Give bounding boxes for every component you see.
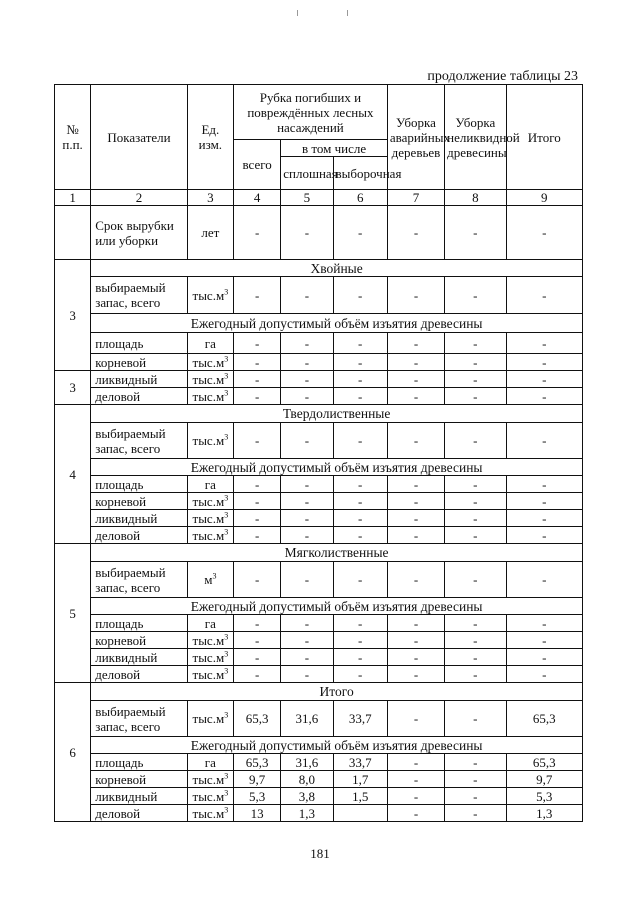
table-cell: 3,8: [281, 788, 333, 805]
table-cell: 1,7: [333, 771, 387, 788]
table-cell: -: [387, 632, 444, 649]
table-cell: -: [281, 527, 333, 544]
table-cell: -: [506, 562, 583, 598]
table-cell: 31,6: [281, 754, 333, 771]
table-cell: -: [281, 371, 333, 388]
table-cell: -: [281, 354, 333, 371]
header-including: в том числе: [281, 140, 388, 157]
table-cell: 31,6: [281, 701, 333, 737]
unit-cell: га: [187, 333, 233, 354]
table-cell: -: [387, 423, 444, 459]
table-cell: -: [445, 354, 506, 371]
table-row: [55, 771, 583, 788]
table-cell: -: [233, 206, 280, 260]
table-cell: -: [281, 615, 333, 632]
table-cell: 13: [233, 805, 280, 822]
table-cell: -: [445, 666, 506, 683]
table-cell: 65,3: [233, 701, 280, 737]
row-label: корневой: [91, 354, 188, 371]
table-row: [55, 423, 583, 459]
table-cell: -: [333, 423, 387, 459]
table-row: [55, 314, 583, 333]
col-number: 1: [55, 190, 91, 206]
section-subtitle: Ежегодный допустимый объём изъятия древесины: [91, 459, 583, 476]
header-total: всего: [233, 140, 280, 190]
section-subtitle: Ежегодный допустимый объём изъятия древесины: [91, 737, 583, 754]
table-cell: -: [445, 476, 506, 493]
unit-cell: $тыс.м^3$: [187, 527, 233, 544]
table-cell: -: [445, 206, 506, 260]
table-cell: 9,7: [506, 771, 583, 788]
table-row: [55, 405, 583, 423]
table-row: [55, 527, 583, 544]
section-number: 6: [55, 683, 91, 822]
table-cell: -: [333, 333, 387, 354]
table-cell: -: [233, 527, 280, 544]
table-cell: -: [233, 277, 280, 314]
table-row: [55, 459, 583, 476]
table-cell: -: [445, 493, 506, 510]
table-cell: -: [387, 649, 444, 666]
table-cell: -: [387, 388, 444, 405]
section-title: Итого: [91, 683, 583, 701]
table-row: [55, 493, 583, 510]
table-row: [55, 598, 583, 615]
row-label: ликвидный: [91, 371, 188, 388]
table-row: [55, 85, 583, 140]
unit-cell: $тыс.м^3$: [187, 701, 233, 737]
table-cell: -: [233, 615, 280, 632]
table-cell: -: [333, 371, 387, 388]
table-cell: -: [281, 476, 333, 493]
table-cell: -: [506, 206, 583, 260]
table-cell: -: [281, 206, 333, 260]
table-cell: -: [233, 388, 280, 405]
table-cell: -: [387, 754, 444, 771]
table-cell: -: [233, 371, 280, 388]
section-subtitle: Ежегодный допустимый объём изъятия древесины: [91, 598, 583, 615]
table-row: [55, 737, 583, 754]
row-label: корневой: [91, 493, 188, 510]
table-cell: -: [281, 649, 333, 666]
table-cell: 1,3: [506, 805, 583, 822]
unit-cell: $тыс.м^3$: [187, 788, 233, 805]
unit-cell: $тыс.м^3$: [187, 354, 233, 371]
table-cell: -: [333, 562, 387, 598]
table-cell: -: [387, 333, 444, 354]
table-cell: 65,3: [506, 754, 583, 771]
header-itogo: Итого: [506, 85, 583, 190]
header-num: № п.п.: [55, 85, 91, 190]
table-cell: -: [281, 562, 333, 598]
table-cell: -: [506, 527, 583, 544]
table-row: [55, 805, 583, 822]
table-row: [55, 754, 583, 771]
table-cell: -: [233, 333, 280, 354]
row-label: ликвидный: [91, 649, 188, 666]
table-cell: -: [506, 476, 583, 493]
table-cell: -: [506, 333, 583, 354]
table-row: [55, 260, 583, 277]
scan-mark: [297, 10, 298, 16]
unit-cell: $тыс.м^3$: [187, 805, 233, 822]
table-cell: -: [445, 510, 506, 527]
table-cell: -: [333, 354, 387, 371]
table-cell: -: [387, 510, 444, 527]
table-cell: -: [233, 476, 280, 493]
table-row: [55, 544, 583, 562]
table-row: [55, 683, 583, 701]
table-cell: -: [233, 666, 280, 683]
table-cell: -: [445, 615, 506, 632]
unit-cell: га: [187, 754, 233, 771]
header-indicators: Показатели: [91, 85, 188, 190]
row-label: площадь: [91, 615, 188, 632]
section-number: 3: [55, 371, 91, 405]
scan-mark: [347, 10, 348, 16]
table-cell: -: [506, 649, 583, 666]
table-cell: 1,5: [333, 788, 387, 805]
row-label: корневой: [91, 771, 188, 788]
table-cell: -: [333, 277, 387, 314]
harvest-table: [54, 84, 583, 822]
table-cell: -: [333, 615, 387, 632]
table-row: [55, 354, 583, 371]
table-cell: -: [333, 649, 387, 666]
table-cell: -: [445, 277, 506, 314]
table-cell: -: [445, 805, 506, 822]
table-cell: 8,0: [281, 771, 333, 788]
row-label: выбираемый запас, всего: [91, 701, 188, 737]
table-cell: -: [387, 277, 444, 314]
unit-cell: $тыс.м^3$: [187, 666, 233, 683]
table-cell: -: [281, 510, 333, 527]
table-cell: -: [506, 666, 583, 683]
col-number: 4: [233, 190, 280, 206]
section-subtitle: Ежегодный допустимый объём изъятия древесины: [91, 314, 583, 333]
table-row: [55, 206, 583, 260]
table-cell: -: [387, 476, 444, 493]
table-cell: -: [281, 632, 333, 649]
table-row: [55, 190, 583, 206]
table-cell: -: [445, 562, 506, 598]
table-cell: -: [387, 788, 444, 805]
table-row: [55, 649, 583, 666]
table-cell: -: [506, 354, 583, 371]
header-clear-cut: сплошная: [281, 157, 333, 190]
unit-cell: $тыс.м^3$: [187, 493, 233, 510]
table-cell: -: [333, 476, 387, 493]
unit-cell: $тыс.м^3$: [187, 632, 233, 649]
table-row: [55, 666, 583, 683]
table-cell: [55, 206, 91, 260]
table-row: [55, 371, 583, 388]
table-row: [55, 632, 583, 649]
table-cell: 5,3: [506, 788, 583, 805]
header-dead-harvest: Рубка погибших и повреждённых лесных насаждений: [233, 85, 387, 140]
table-cell: [333, 805, 387, 822]
section-title: Хвойные: [91, 260, 583, 277]
row-label: деловой: [91, 666, 188, 683]
table-cell: -: [445, 771, 506, 788]
table-cell: -: [233, 562, 280, 598]
table-cell: -: [333, 510, 387, 527]
col-number: 2: [91, 190, 188, 206]
table-cell: -: [387, 666, 444, 683]
table-row: [55, 333, 583, 354]
col-number: 9: [506, 190, 583, 206]
table-cell: -: [506, 510, 583, 527]
table-cell: -: [445, 649, 506, 666]
col-number: 6: [333, 190, 387, 206]
table-continuation-label: продолжение таблицы 23: [427, 69, 578, 84]
table-cell: 65,3: [506, 701, 583, 737]
row-label: деловой: [91, 527, 188, 544]
unit-cell: $тыс.м^3$: [187, 649, 233, 666]
section-title: Твердолиственные: [91, 405, 583, 423]
table-cell: -: [333, 666, 387, 683]
table-cell: -: [281, 333, 333, 354]
table-cell: 5,3: [233, 788, 280, 805]
unit-cell: лет: [187, 206, 233, 260]
table-cell: -: [387, 701, 444, 737]
unit-cell: $тыс.м^3$: [187, 771, 233, 788]
table-cell: -: [506, 388, 583, 405]
row-label: выбираемый запас, всего: [91, 562, 188, 598]
table-cell: -: [333, 206, 387, 260]
table-row: [55, 510, 583, 527]
table-cell: -: [333, 527, 387, 544]
row-label: площадь: [91, 333, 188, 354]
table-cell: -: [387, 562, 444, 598]
row-label: площадь: [91, 476, 188, 493]
table-row: [55, 476, 583, 493]
section-number: 3: [55, 260, 91, 371]
table-cell: -: [506, 277, 583, 314]
table-cell: -: [233, 510, 280, 527]
table-cell: -: [445, 371, 506, 388]
row-label: выбираемый запас, всего: [91, 423, 188, 459]
table-cell: -: [233, 632, 280, 649]
table-cell: -: [333, 388, 387, 405]
table-cell: 33,7: [333, 754, 387, 771]
table-cell: -: [445, 423, 506, 459]
row-label: ликвидный: [91, 788, 188, 805]
row-label: Срок вырубки или уборки: [91, 206, 188, 260]
unit-cell: $м^3$: [187, 562, 233, 598]
table-row: [55, 788, 583, 805]
table-cell: -: [281, 423, 333, 459]
col-number: 3: [187, 190, 233, 206]
table-cell: -: [281, 388, 333, 405]
page-number: 181: [310, 846, 330, 861]
table-cell: -: [281, 666, 333, 683]
table-cell: -: [387, 771, 444, 788]
table-cell: -: [387, 615, 444, 632]
table-row: [55, 277, 583, 314]
table-cell: -: [445, 754, 506, 771]
table-cell: -: [233, 423, 280, 459]
unit-cell: га: [187, 615, 233, 632]
table-cell: -: [445, 701, 506, 737]
table-cell: -: [445, 788, 506, 805]
table-cell: -: [281, 493, 333, 510]
header-illiquid: Уборка неликвидной древесины: [445, 85, 506, 190]
table-cell: -: [506, 615, 583, 632]
table-row: [55, 562, 583, 598]
table-cell: 33,7: [333, 701, 387, 737]
table-cell: -: [506, 371, 583, 388]
unit-cell: $тыс.м^3$: [187, 371, 233, 388]
section-title: Мягколиственные: [91, 544, 583, 562]
table-cell: -: [233, 493, 280, 510]
table-cell: -: [445, 632, 506, 649]
table-cell: -: [445, 388, 506, 405]
table-cell: -: [387, 371, 444, 388]
row-label: площадь: [91, 754, 188, 771]
unit-cell: $тыс.м^3$: [187, 510, 233, 527]
row-label: деловой: [91, 388, 188, 405]
unit-cell: $тыс.м^3$: [187, 277, 233, 314]
table-cell: 1,3: [281, 805, 333, 822]
table-cell: -: [506, 632, 583, 649]
table-cell: -: [233, 354, 280, 371]
table-cell: 65,3: [233, 754, 280, 771]
table-cell: -: [333, 493, 387, 510]
unit-cell: $тыс.м^3$: [187, 423, 233, 459]
row-label: выбираемый запас, всего: [91, 277, 188, 314]
col-number: 7: [387, 190, 444, 206]
table-cell: -: [506, 493, 583, 510]
row-label: деловой: [91, 805, 188, 822]
table-cell: 9,7: [233, 771, 280, 788]
header-selective: выборочная: [333, 157, 387, 190]
table-cell: -: [445, 527, 506, 544]
section-number: 5: [55, 544, 91, 683]
table-cell: -: [387, 527, 444, 544]
table-cell: -: [387, 805, 444, 822]
table-cell: -: [445, 333, 506, 354]
section-number: 4: [55, 405, 91, 544]
table-cell: -: [506, 423, 583, 459]
col-number: 8: [445, 190, 506, 206]
header-emergency: Уборка аварийных деревьев: [387, 85, 444, 190]
table-row: [55, 701, 583, 737]
table-cell: -: [387, 493, 444, 510]
table-cell: -: [281, 277, 333, 314]
col-number: 5: [281, 190, 333, 206]
row-label: ликвидный: [91, 510, 188, 527]
table-cell: -: [333, 632, 387, 649]
table-cell: -: [233, 649, 280, 666]
table-row: [55, 388, 583, 405]
header-unit: Ед. изм.: [187, 85, 233, 190]
unit-cell: $тыс.м^3$: [187, 388, 233, 405]
unit-cell: га: [187, 476, 233, 493]
table-row: [55, 615, 583, 632]
row-label: корневой: [91, 632, 188, 649]
table-cell: -: [387, 206, 444, 260]
table-cell: -: [387, 354, 444, 371]
